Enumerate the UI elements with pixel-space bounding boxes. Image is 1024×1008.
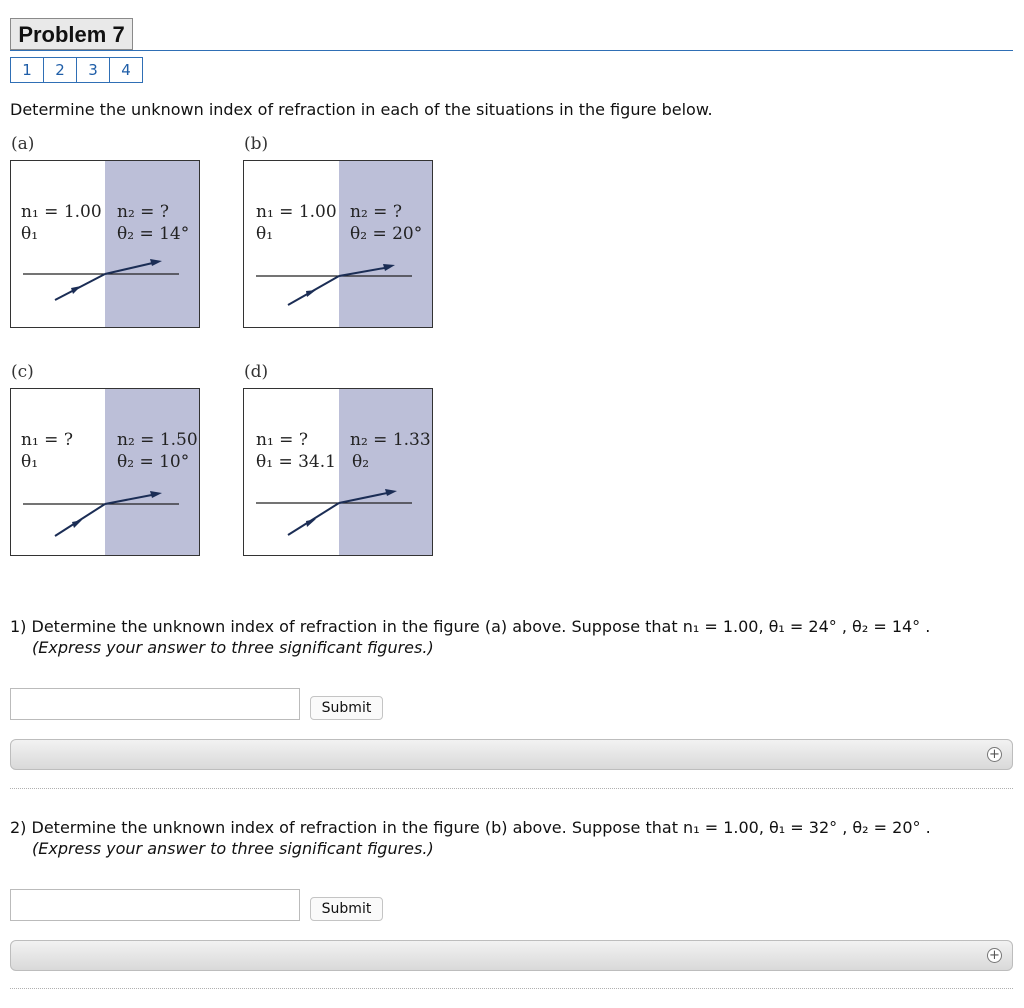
panel-b-n1: n₁ = 1.00 [256, 202, 337, 222]
plus-circle-icon[interactable]: + [987, 747, 1002, 762]
panel-c-n1: n₁ = ? [21, 430, 73, 450]
problem-title: Problem 7 [10, 18, 133, 50]
panel-d-n2: n₂ = 1.33 [350, 430, 431, 450]
panel-a-n1: n₁ = 1.00 [21, 202, 102, 222]
panel-a-theta1: θ₁ [21, 224, 39, 244]
panel-a-n2: n₂ = ? [117, 202, 169, 222]
incident-ray [55, 504, 105, 536]
panel-b-label: (b) [244, 134, 269, 154]
submit-1-button[interactable]: Submit [310, 696, 383, 720]
question-1 [10, 616, 930, 658]
panel-a-theta2: θ₂ = 14° [117, 224, 190, 244]
title-divider [10, 50, 1013, 51]
submit-2-button[interactable]: Submit [310, 897, 383, 921]
refraction-panel-d [243, 388, 433, 556]
incident-arrowhead [306, 290, 316, 297]
panel-d-theta2: θ₂ [352, 452, 370, 472]
incident-arrowhead [71, 286, 81, 294]
panel-b-n2: n₂ = ? [350, 202, 402, 222]
panel-c-theta1: θ₁ [21, 452, 39, 472]
part-pager [10, 57, 142, 83]
incident-ray [288, 503, 339, 535]
panel-c-theta2: θ₂ = 10° [117, 452, 190, 472]
refraction-panel-b [243, 160, 433, 328]
panel-d-label: (d) [244, 362, 269, 382]
pager-item-1[interactable]: 1 [10, 57, 44, 83]
panel-b-theta1: θ₁ [256, 224, 274, 244]
pager-item-4[interactable]: 4 [109, 57, 143, 83]
panel-d-n1: n₁ = ? [256, 430, 308, 450]
answer-2-feedback-bar[interactable] [10, 940, 1013, 971]
question-1-text: 1) Determine the unknown index of refraction in the figure (a) above. Suppose that n₁ = 1.00, θ₁ = 24° , θ₂ = 14° . [10, 617, 931, 636]
question-1-hint: (Express your answer to three significant figures.) [32, 638, 434, 657]
refraction-panel-a [10, 160, 200, 328]
problem-intro: Determine the unknown index of refraction in each of the situations in the figure below. [10, 100, 713, 119]
question-2-text: 2) Determine the unknown index of refraction in the figure (b) above. Suppose that n₁ = 1.00, θ₁ = 32° , θ₂ = 20° . [10, 818, 931, 837]
answer-1-input[interactable] [10, 688, 300, 720]
panel-c-n2: n₂ = 1.50 [117, 430, 198, 450]
question-divider [10, 788, 1013, 789]
panel-c-label: (c) [11, 362, 34, 382]
plus-circle-icon[interactable]: + [987, 948, 1002, 963]
pager-item-3[interactable]: 3 [76, 57, 110, 83]
question-2 [10, 817, 931, 859]
panel-b-theta2: θ₂ = 20° [350, 224, 423, 244]
question-2-hint: (Express your answer to three significant figures.) [32, 839, 434, 858]
incident-arrowhead [72, 520, 82, 528]
panel-a-label: (a) [11, 134, 35, 154]
question-divider [10, 988, 1013, 989]
answer-2-input[interactable] [10, 889, 300, 921]
refraction-panel-c [10, 388, 200, 556]
answer-1-feedback-bar[interactable] [10, 739, 1013, 770]
pager-item-2[interactable]: 2 [43, 57, 77, 83]
incident-arrowhead [306, 519, 316, 527]
panel-d-theta1: θ₁ = 34.1 [256, 452, 336, 472]
